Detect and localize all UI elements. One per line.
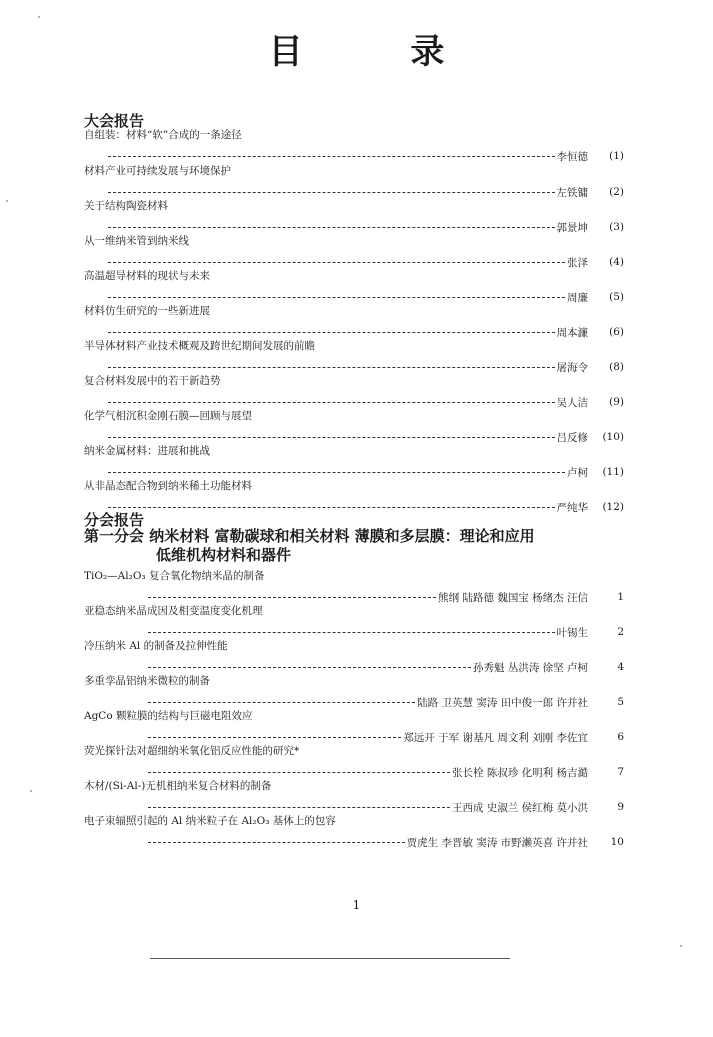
entry-title: AgCo 颗粒膜的结构与巨磁电阻效应	[84, 710, 253, 722]
dot-leader	[148, 702, 415, 703]
entry-title: 电子束辐照引起的 Al 纳米粒子在 Al₂O₃ 基体上的包容	[84, 815, 336, 827]
entry-authors: 屠海令	[556, 361, 588, 374]
entry-page: (10)	[602, 431, 624, 443]
scan-speck	[680, 945, 682, 947]
toc-entry	[84, 569, 624, 605]
entry-authors: 王西成 史淑兰 侯红梅 莫小洪	[451, 801, 588, 814]
toc-entry	[84, 409, 624, 445]
entry-title: 多重孪晶铝纳米微粒的制备	[84, 675, 210, 687]
entry-title: 冷压纳米 Al 的制备及拉伸性能	[84, 640, 228, 652]
scan-speck	[6, 200, 8, 202]
entry-title: 木材/(Si-Al-)无机相纳米复合材料的制备	[84, 780, 272, 792]
entry-page: 6	[617, 731, 624, 743]
entry-authors: 李恒德	[556, 150, 588, 163]
session-title-line2: 低维机构材料和器件	[156, 546, 292, 564]
page-number: 1	[352, 898, 361, 912]
entry-page: (12)	[602, 501, 624, 513]
entry-authors: 郑远开 于军 谢基凡 周文利 刘刚 李佐宜	[403, 731, 588, 744]
toc-entry	[84, 444, 624, 480]
plenary-heading: 大会报告	[84, 112, 145, 130]
dot-leader	[148, 737, 401, 738]
entry-authors: 吕反修	[556, 431, 588, 444]
entry-title: 纳米金属材料：进展和挑战	[84, 445, 210, 457]
entry-title: 亚稳态纳米晶成因及相变温度变化机理	[84, 605, 263, 617]
entry-title: 荧光探针法对超细纳米氧化铝反应性能的研究*	[84, 745, 300, 757]
entry-page: (3)	[609, 221, 624, 233]
dot-leader	[108, 192, 555, 193]
toc-entry	[84, 479, 624, 515]
dot-leader	[148, 807, 450, 808]
entry-title: 从一维纳米管到纳米线	[84, 235, 189, 247]
entry-page: 10	[610, 836, 624, 848]
session-title-line1: 第一分会 纳米材料 富勒碳球和相关材料 薄膜和多层膜：理论和应用	[84, 527, 535, 545]
toc-entry	[84, 304, 624, 340]
toc-entry	[84, 744, 624, 780]
entry-page: (5)	[609, 291, 624, 303]
entry-page: 1	[617, 591, 624, 603]
dot-leader	[148, 632, 555, 633]
entry-title: TiO₂—Al₂O₃ 复合氧化物纳米晶的制备	[84, 570, 265, 582]
toc-entry	[84, 164, 624, 200]
entry-page: 2	[617, 626, 624, 638]
entry-authors: 熊纲 陆路德 魏国宝 杨绪杰 汪信	[438, 591, 588, 604]
entry-page: (11)	[602, 466, 624, 478]
entry-authors: 左铁镛	[556, 186, 588, 199]
toc-entry	[84, 604, 624, 640]
entry-title: 自组装：材料“软”合成的一条途径	[84, 129, 242, 141]
entry-title: 半导体材料产业技术概观及跨世纪期间发展的前瞻	[84, 340, 315, 352]
entry-page: (8)	[609, 361, 624, 373]
toc-entry	[84, 709, 624, 745]
toc-entry	[84, 374, 624, 410]
entry-title: 高温超导材料的现状与未来	[84, 270, 210, 282]
toc-entry	[84, 339, 624, 375]
dot-leader	[148, 597, 436, 598]
entry-authors: 孙秀魁 丛洪涛 徐坚 卢柯	[472, 661, 588, 674]
entry-page: 9	[617, 801, 624, 813]
toc-entry	[84, 814, 624, 850]
dot-leader	[148, 667, 471, 668]
entry-title: 复合材料发展中的若干新趋势	[84, 375, 221, 387]
dot-leader	[108, 437, 555, 438]
entry-page: (9)	[609, 396, 624, 408]
entry-title: 关于结构陶瓷材料	[84, 200, 168, 212]
dot-leader	[108, 472, 565, 473]
session-title	[84, 527, 644, 565]
dot-leader	[108, 402, 555, 403]
entry-page: (6)	[609, 326, 624, 338]
entry-authors: 周本濂	[556, 326, 588, 339]
entry-title: 化学气相沉积金刚石膜—回顾与展望	[84, 410, 252, 422]
entry-title: 材料产业可持续发展与环境保护	[84, 165, 231, 177]
scan-speck	[30, 790, 32, 792]
dot-leader	[108, 262, 565, 263]
entry-authors: 周廉	[567, 291, 588, 304]
entry-page: 7	[617, 766, 624, 778]
entry-authors: 吴人洁	[556, 396, 588, 409]
footer-rule	[150, 958, 510, 959]
dot-leader	[148, 772, 450, 773]
entry-authors: 陆路 卫英慧 窦涛 田中俊一郎 许并社	[417, 696, 588, 709]
entry-title: 从非晶态配合物到纳米稀土功能材料	[84, 480, 252, 492]
entry-title: 材料仿生研究的一些新进展	[84, 305, 210, 317]
entry-authors: 严纯华	[556, 501, 588, 514]
entry-authors: 叶锡生	[556, 626, 588, 639]
scan-speck	[38, 16, 40, 18]
dot-leader	[108, 227, 555, 228]
dot-leader	[108, 156, 555, 157]
entry-authors: 张泽	[567, 256, 588, 269]
entry-page: 4	[617, 661, 624, 673]
toc-entry	[84, 199, 624, 235]
dot-leader	[108, 507, 555, 508]
sessions-heading: 分会报告	[84, 511, 145, 529]
dot-leader	[148, 842, 405, 843]
toc-entry	[84, 269, 624, 305]
entry-page: (4)	[609, 256, 624, 268]
entry-authors: 郭景坤	[556, 221, 588, 234]
dot-leader	[108, 297, 565, 298]
entry-page: (2)	[609, 186, 624, 198]
entry-authors: 张长栓 陈叔珍 化明利 杨吉澔	[451, 766, 588, 779]
entry-authors: 卢柯	[567, 466, 588, 479]
entry-page: 5	[617, 696, 624, 708]
entry-authors: 贾虎生 李晋敏 窦涛 市野濑英喜 许并社	[406, 836, 588, 849]
toc-entry	[84, 779, 624, 815]
dot-leader	[108, 332, 555, 333]
toc-entry	[84, 639, 624, 675]
page-title: 目 录	[268, 32, 493, 72]
toc-entry	[84, 128, 624, 164]
toc-entry	[84, 674, 624, 710]
dot-leader	[108, 367, 555, 368]
entry-page: (1)	[609, 150, 624, 162]
toc-entry	[84, 234, 624, 270]
